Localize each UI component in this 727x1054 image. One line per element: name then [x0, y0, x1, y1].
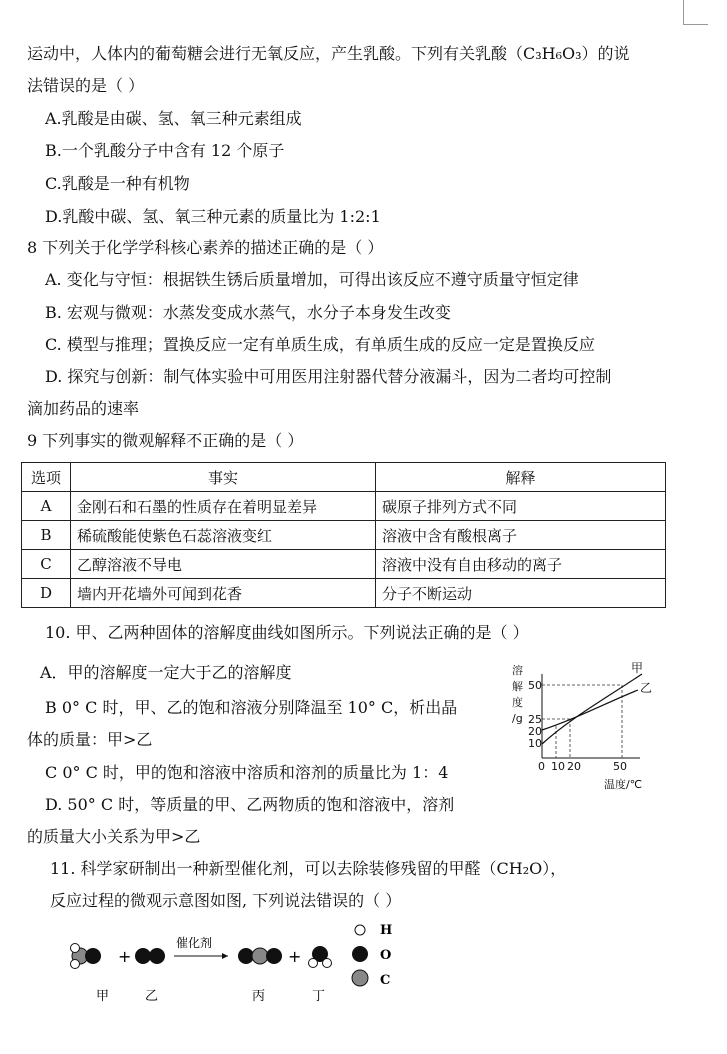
q8-option-a: A. 变化与守恒：根据铁生锈后质量增加，可得出该反应不遵守质量守恒定律	[45, 270, 579, 289]
q7-option-b: B.一个乳酸分子中含有 12 个原子	[45, 141, 285, 160]
atom-o	[149, 948, 165, 964]
q9-table	[21, 462, 666, 608]
plus-sign-2: +	[288, 947, 302, 966]
label-yi: 乙	[145, 989, 159, 1004]
row-explanation: 溶液中含有酸根离子	[376, 521, 666, 550]
graph-ytick-50: 50	[528, 679, 542, 692]
atom-legend	[346, 918, 406, 998]
legend-c-label: C	[380, 973, 391, 988]
graph-ylabel-3: 度	[512, 696, 523, 709]
graph-ylabel-4: /g	[512, 712, 523, 725]
plus-sign-1: +	[118, 947, 132, 966]
graph-ylabel-2: 解	[512, 680, 523, 693]
row-explanation: 分子不断运动	[376, 579, 666, 608]
row-fact: 稀硫酸能使紫色石蕊溶液变红	[71, 521, 376, 550]
q9-stem: 9 下列事实的微观解释不正确的是（ ）	[27, 431, 304, 450]
q8-option-d-cont: 滴加药品的速率	[27, 399, 140, 418]
graph-ytick-10: 10	[528, 737, 542, 750]
curve-label-yi: 乙	[640, 681, 653, 695]
legend-c-icon	[352, 970, 368, 986]
solubility-graph	[508, 660, 658, 795]
molecule-jia	[71, 944, 102, 969]
row-explanation: 碳原子排列方式不同	[376, 492, 666, 521]
curve-jia	[542, 674, 642, 744]
q7-stem-line2: 法错误的是（ ）	[27, 76, 145, 95]
curve-label-jia: 甲	[631, 661, 644, 675]
legend-o-label: O	[380, 948, 392, 963]
label-jia: 甲	[96, 989, 110, 1004]
header-fact: 事实	[71, 463, 376, 492]
molecule-bing	[238, 948, 282, 964]
label-ding: 丁	[312, 989, 326, 1004]
row-fact: 乙醇溶液不导电	[71, 550, 376, 579]
row-option: D	[22, 579, 71, 608]
atom-h	[309, 959, 318, 968]
legend-h-label: H	[380, 923, 393, 938]
header-explanation: 解释	[376, 463, 666, 492]
legend-h-icon	[355, 925, 365, 935]
q10-option-d-cont: 的质量大小关系为甲>乙	[27, 827, 201, 846]
curve-yi	[542, 690, 638, 730]
q10-stem: 10. 甲、乙两种固体的溶解度曲线如图所示。下列说法正确的是（ ）	[45, 623, 529, 642]
table-header-row	[22, 463, 666, 492]
table-row	[22, 579, 666, 608]
q10-option-c: C 0° C 时，甲的饱和溶液中溶质和溶剂的质量比为 1：4	[45, 763, 449, 782]
q10-option-b-cont: 体的质量：甲>乙	[27, 730, 153, 749]
q7-option-c: C.乳酸是一种有机物	[45, 174, 190, 193]
graph-xtick-10: 10	[551, 760, 565, 773]
atom-o	[85, 948, 101, 964]
q10-option-d: D. 50° C 时，等质量的甲、乙两物质的饱和溶液中，溶剂	[45, 795, 455, 814]
table-row	[22, 550, 666, 579]
atom-o	[135, 948, 151, 964]
table-row	[22, 492, 666, 521]
catalyst-label: 催化剂	[176, 936, 213, 950]
atom-h	[71, 960, 80, 969]
row-fact: 金刚石和石墨的性质存在着明显差异	[71, 492, 376, 521]
q7-option-a: A.乳酸是由碳、氢、氧三种元素组成	[45, 109, 302, 128]
row-explanation: 溶液中没有自由移动的离子	[376, 550, 666, 579]
row-fact: 墙内开花墙外可闻到花香	[71, 579, 376, 608]
row-option: A	[22, 492, 71, 521]
graph-xtick-20: 20	[567, 760, 581, 773]
header-option: 选项	[22, 463, 71, 492]
q7-option-d: D.乳酸中碳、氢、氧三种元素的质量比为 1:2:1	[45, 207, 381, 226]
label-bing: 丙	[252, 989, 266, 1004]
atom-h	[323, 959, 332, 968]
molecule-yi	[135, 948, 165, 964]
row-option: B	[22, 521, 71, 550]
legend-o-icon	[352, 946, 368, 962]
graph-ytick-20: 20	[528, 725, 542, 738]
atom-c	[252, 948, 268, 964]
graph-ylabel-1: 溶	[512, 664, 523, 677]
page-corner-mark	[683, 0, 708, 25]
table-row	[22, 521, 666, 550]
q10-option-b: B 0° C 时，甲、乙的饱和溶液分别降温至 10° C，析出晶	[45, 698, 458, 717]
q8-stem: 8 下列关于化学学科核心素养的描述正确的是（ ）	[27, 238, 384, 257]
q10-option-a: A．甲的溶解度一定大于乙的溶解度	[40, 663, 292, 682]
q8-option-d: D. 探究与创新：制气体实验中可用医用注射器代替分液漏斗，因为二者均可控制	[45, 367, 612, 386]
q11-stem-line2: 反应过程的微观示意图如图, 下列说法错误的（ ）	[50, 891, 402, 910]
q8-option-b: B. 宏观与微观：水蒸发变成水蒸气，水分子本身发生改变	[45, 303, 451, 322]
row-option: C	[22, 550, 71, 579]
atom-h	[71, 944, 80, 953]
graph-xtick-50: 50	[613, 760, 627, 773]
graph-xlabel: 温度/℃	[604, 778, 643, 791]
atom-o	[266, 948, 282, 964]
graph-ytick-25: 25	[528, 713, 542, 726]
q7-stem-line1: 运动中，人体内的葡萄糖会进行无氧反应，产生乳酸。下列有关乳酸（C₃H₆O₃）的说	[27, 44, 630, 63]
molecule-ding	[309, 946, 332, 968]
q8-option-c: C. 模型与推理；置换反应一定有单质生成，有单质生成的反应一定是置换反应	[45, 335, 595, 354]
graph-xtick-0: 0	[538, 760, 545, 773]
q11-stem-line1: 11. 科学家研制出一种新型催化剂，可以去除装修残留的甲醛（CH₂O），	[50, 859, 567, 878]
arrow-head-icon	[222, 953, 228, 959]
